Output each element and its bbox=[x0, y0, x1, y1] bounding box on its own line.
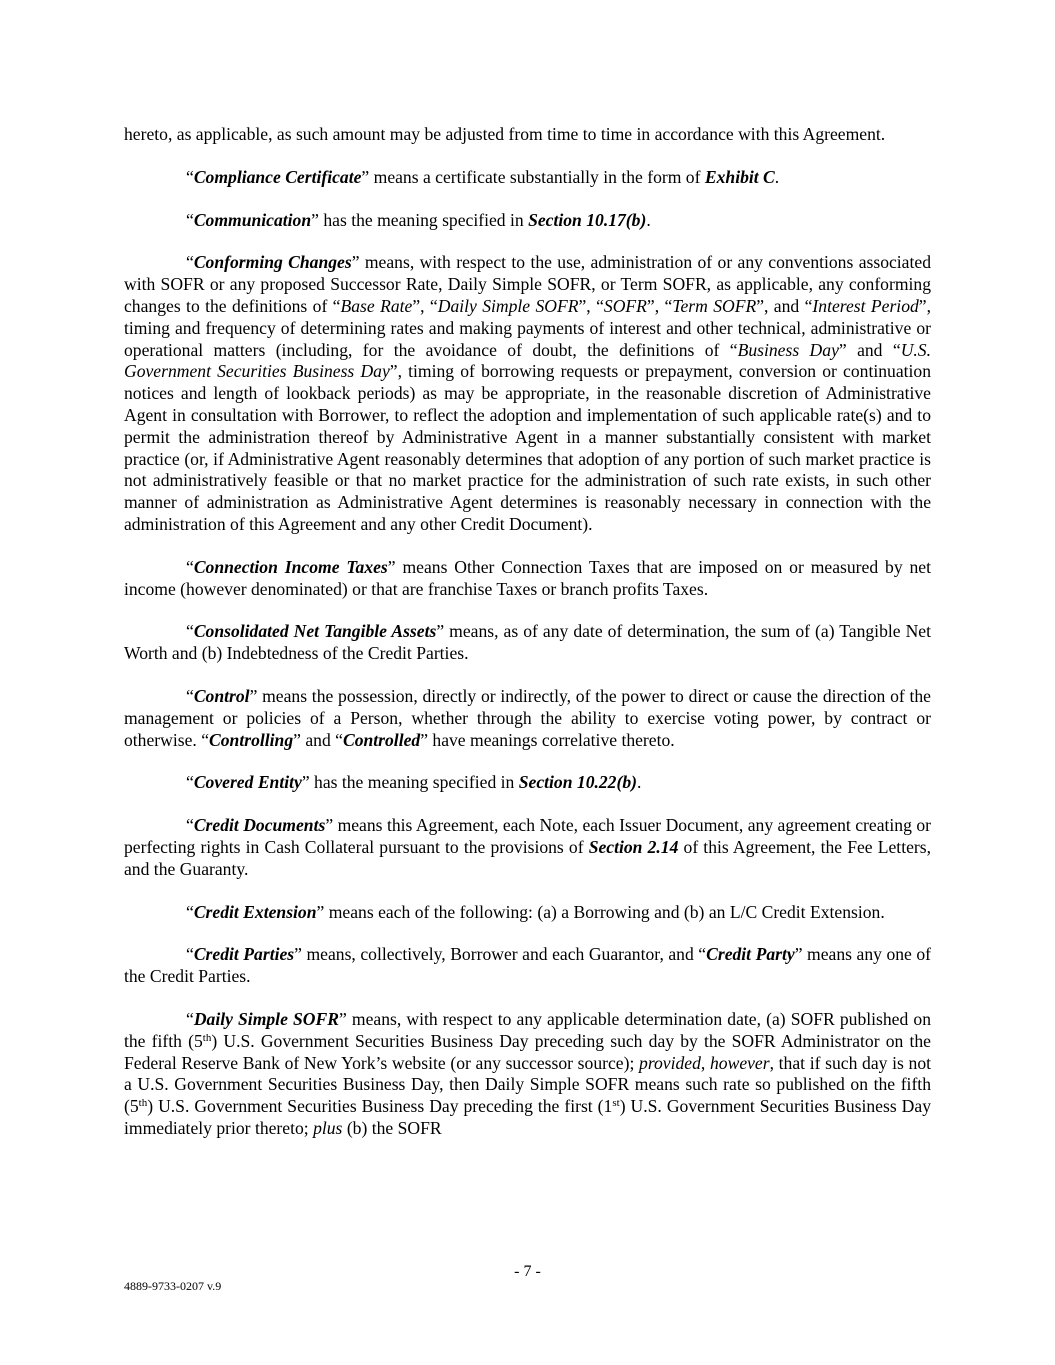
text-run: . bbox=[646, 209, 651, 230]
text-run: ” means, with respect to the use, administration of or any conventions associated with SOFR or any proposed Successor Rate, Daily Simple SOFR, or Term SOFR, as applicable, any conforming changes to the definitions of “ bbox=[124, 252, 931, 316]
text-run: “ bbox=[186, 901, 194, 922]
defined-term: Daily Simple SOFR bbox=[193, 1008, 339, 1029]
text-run: , that if such day is not a U.S. Government Securities Business Day, then Daily Simple SOFR means such rate so published on the fifth (5 bbox=[124, 1052, 932, 1117]
defined-term: Covered Entity bbox=[193, 772, 302, 793]
defined-term: Controlled bbox=[342, 729, 421, 750]
text-run: (b) the SOFR bbox=[342, 1117, 442, 1138]
definition-credit-extension bbox=[124, 902, 931, 924]
text-run: “ bbox=[186, 556, 194, 577]
text-run: “ bbox=[186, 209, 194, 230]
text-run: ” and “ bbox=[293, 729, 343, 750]
cross-reference: Section 2.14 bbox=[588, 836, 679, 857]
italic-term: SOFR bbox=[603, 295, 647, 316]
text-run: ”, and “ bbox=[756, 295, 813, 316]
text-run: “ bbox=[186, 166, 194, 187]
document-body bbox=[124, 124, 931, 1161]
text-run: hereto, as applicable, as such amount may be adjusted from time to time in accordance with this Agreement. bbox=[124, 124, 886, 144]
ordinal-superscript: st bbox=[612, 1097, 620, 1110]
definition-consolidated-net-tangible-assets bbox=[124, 621, 931, 665]
text-run: ” means each of the following: (a) a Borrowing and (b) an L/C Credit Extension. bbox=[316, 901, 885, 922]
text-run: ) U.S. Government Securities Business Day preceding the first (1 bbox=[147, 1096, 613, 1117]
cross-reference: Section 10.22(b) bbox=[518, 772, 637, 793]
defined-term: Communication bbox=[193, 209, 312, 230]
text-run: ” means, collectively, Borrower and each Guarantor, and “ bbox=[294, 944, 707, 965]
text-run: ” means the possession, directly or indirectly, of the power to direct or cause the direction of the management or policies of a Person, whether through the ability to exercise voting power, by contract or otherwise. “ bbox=[124, 685, 931, 750]
page-number: - 7 - bbox=[514, 1263, 541, 1280]
definition-connection-income-taxes bbox=[124, 557, 931, 601]
text-run: “ bbox=[186, 815, 194, 836]
text-run: . bbox=[637, 772, 642, 793]
italic-term: plus bbox=[313, 1117, 343, 1138]
defined-term: Controlling bbox=[209, 729, 294, 750]
text-run: “ bbox=[186, 252, 194, 273]
text-run: “ bbox=[186, 944, 194, 965]
defined-term: Control bbox=[193, 685, 250, 706]
ordinal-superscript: th bbox=[138, 1097, 148, 1110]
ordinal-superscript: th bbox=[202, 1031, 212, 1044]
text-run: ) U.S. Government Securities Business Day preceding such day by the SOFR Administrator on the Federal Reserve Bank of New York’s website (or any successor source); bbox=[124, 1030, 931, 1073]
definition-communication bbox=[124, 210, 931, 232]
italic-term: Daily Simple SOFR bbox=[437, 295, 579, 316]
italic-term: Base Rate bbox=[340, 295, 413, 316]
defined-term: Connection Income Taxes bbox=[193, 556, 388, 577]
definition-conforming-changes bbox=[124, 252, 931, 535]
text-run: ” means any one of the Credit Parties. bbox=[124, 944, 932, 987]
defined-term: Conforming Changes bbox=[193, 252, 352, 273]
defined-term: Consolidated Net Tangible Assets bbox=[193, 621, 437, 642]
text-run: ”, “ bbox=[412, 295, 438, 316]
defined-term: Credit Party bbox=[706, 944, 795, 965]
text-run: ” means this Agreement, each Note, each Issuer Document, any agreement creating or perfecting rights in Cash Collateral pursuant to the provisions of bbox=[124, 815, 931, 857]
text-run: “ bbox=[186, 1008, 194, 1029]
italic-term: Business Day bbox=[737, 339, 839, 360]
text-run: ” means, with respect to any applicable determination date, (a) SOFR published on the fifth (5 bbox=[124, 1008, 932, 1051]
text-run: ” means a certificate substantially in the form of bbox=[361, 166, 705, 187]
text-run: ”, “ bbox=[578, 295, 604, 316]
cross-reference: Section 10.17(b) bbox=[528, 209, 647, 230]
definition-daily-simple-sofr bbox=[124, 1009, 931, 1140]
definition-control bbox=[124, 686, 931, 751]
defined-term: Compliance Certificate bbox=[193, 166, 362, 187]
defined-term: Credit Documents bbox=[193, 815, 326, 836]
text-run: “ bbox=[186, 685, 194, 706]
text-run: ” means Other Connection Taxes that are imposed on or measured by net income (however denominated) or that are franchise Taxes or branch profits Taxes. bbox=[124, 556, 931, 599]
definition-covered-entity bbox=[124, 772, 931, 794]
italic-term: U.S. Government Securities Business Day bbox=[124, 339, 931, 382]
text-run: ” have meanings correlative thereto. bbox=[420, 729, 675, 750]
text-run: ” and “ bbox=[838, 339, 901, 360]
text-run: ” has the meaning specified in bbox=[301, 772, 519, 793]
definition-credit-parties bbox=[124, 944, 931, 988]
text-run: ”, “ bbox=[646, 295, 673, 316]
defined-term: Credit Parties bbox=[193, 944, 295, 965]
text-run: of this Agreement, the Fee Letters, and the Guaranty. bbox=[124, 836, 931, 879]
paragraph-continuation bbox=[124, 124, 931, 146]
text-run: , bbox=[700, 1052, 710, 1073]
text-run: ) U.S. Government Securities Business Day immediately prior thereto; bbox=[124, 1096, 931, 1138]
text-run: ” has the meaning specified in bbox=[311, 209, 529, 230]
text-run: . bbox=[774, 166, 780, 187]
text-run: “ bbox=[186, 772, 194, 793]
defined-term: Credit Extension bbox=[193, 901, 317, 922]
definition-credit-documents bbox=[124, 815, 931, 880]
cross-reference: Exhibit C bbox=[704, 166, 775, 187]
italic-term: Interest Period bbox=[812, 295, 919, 316]
text-run: ”, timing of borrowing requests or prepayment, conversion or continuation notices and length of lookback periods) as may be appropriate, in the reasonable discretion of Administrative Agent in consultation with Borrower, to reflect the adoption and implementation of such applicable rate(s) and to permit the administration thereof by Administrative Agent in a manner substantially consistent with market practice (or, if Administrative Agent reasonably determines that adoption of any portion of such market practice is not administratively feasible or that no market practice for the administration of such rate exists, in such other manner of administration as Administrative Agent determines is reasonably necessary in connection with the administration of this Agreement and any other Credit Document). bbox=[124, 361, 931, 534]
text-run: ”, timing and frequency of determining rates and making payments of interest and other technical, administrative or operational matters (including, for the avoidance of doubt, the definitions of “ bbox=[124, 295, 932, 360]
italic-term: provided bbox=[639, 1052, 701, 1073]
definition-compliance-certificate bbox=[124, 167, 931, 189]
italic-term: however bbox=[709, 1052, 770, 1073]
text-run: “ bbox=[186, 621, 194, 642]
italic-term: Term SOFR bbox=[672, 295, 757, 316]
document-id: 4889-9733-0207 v.9 bbox=[124, 1279, 222, 1293]
text-run: ” means, as of any date of determination, the sum of (a) Tangible Net Worth and (b) Indebtedness of the Credit Parties. bbox=[124, 621, 931, 664]
